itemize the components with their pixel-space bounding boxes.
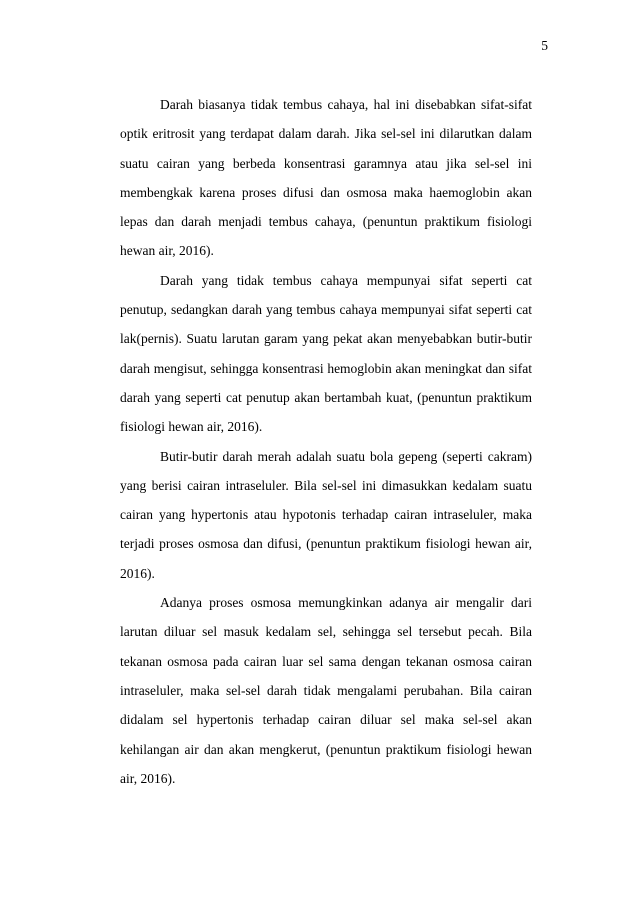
paragraph-3: Butir-butir darah merah adalah suatu bola gepeng (seperti cakram) yang berisi cairan intraseluler. Bila sel-sel ini dimasukkan kedalam suatu cairan yang hypertonis atau hypotonis terhadap cairan intraseluler, maka terjadi proses osmosa dan difusi, (penuntun praktikum fisiologi hewan air, 2016). [120,448,532,581]
paragraph-2: Darah yang tidak tembus cahaya mempunyai sifat seperti cat penutup, sedangkan darah yang tembus cahaya mempunyai sifat seperti cat lak(pernis). Suatu larutan garam yang pekat akan menyebabkan butir-butir darah mengisut, sehingga konsentrasi hemoglobin akan meningkat dan sifat darah yang seperti cat penutup akan bertambah kuat, (penuntun praktikum fisiologi hewan air, 2016). [120,272,532,435]
paragraph-1: Darah biasanya tidak tembus cahaya, hal ini disebabkan sifat-sifat optik eritrosit yang terdapat dalam darah. Jika sel-sel ini dilarutkan dalam suatu cairan yang berbeda konsentrasi garamnya atau jika sel-sel ini membengkak karena proses difusi dan osmosa maka haemoglobin akan lepas dan darah menjadi tembus cahaya, (penuntun praktikum fisiologi hewan air, 2016). [120,97,532,259]
paragraph-4: Adanya proses osmosa memungkinkan adanya air mengalir dari larutan diluar sel masuk kedalam sel, sehingga sel tersebut pecah. Bila tekanan osmosa pada cairan luar sel sama dengan tekanan osmosa cairan intraseluler, maka sel-sel darah tidak mengalami perubahan. Bila cairan didalam sel hypertonis terhadap cairan diluar sel maka sel-sel akan kehilangan air dan akan mengkerut, (penuntun praktikum fisiologi hewan air, 2016). [120,595,532,786]
body-text [120,90,532,793]
page-number: 5 [541,38,548,53]
